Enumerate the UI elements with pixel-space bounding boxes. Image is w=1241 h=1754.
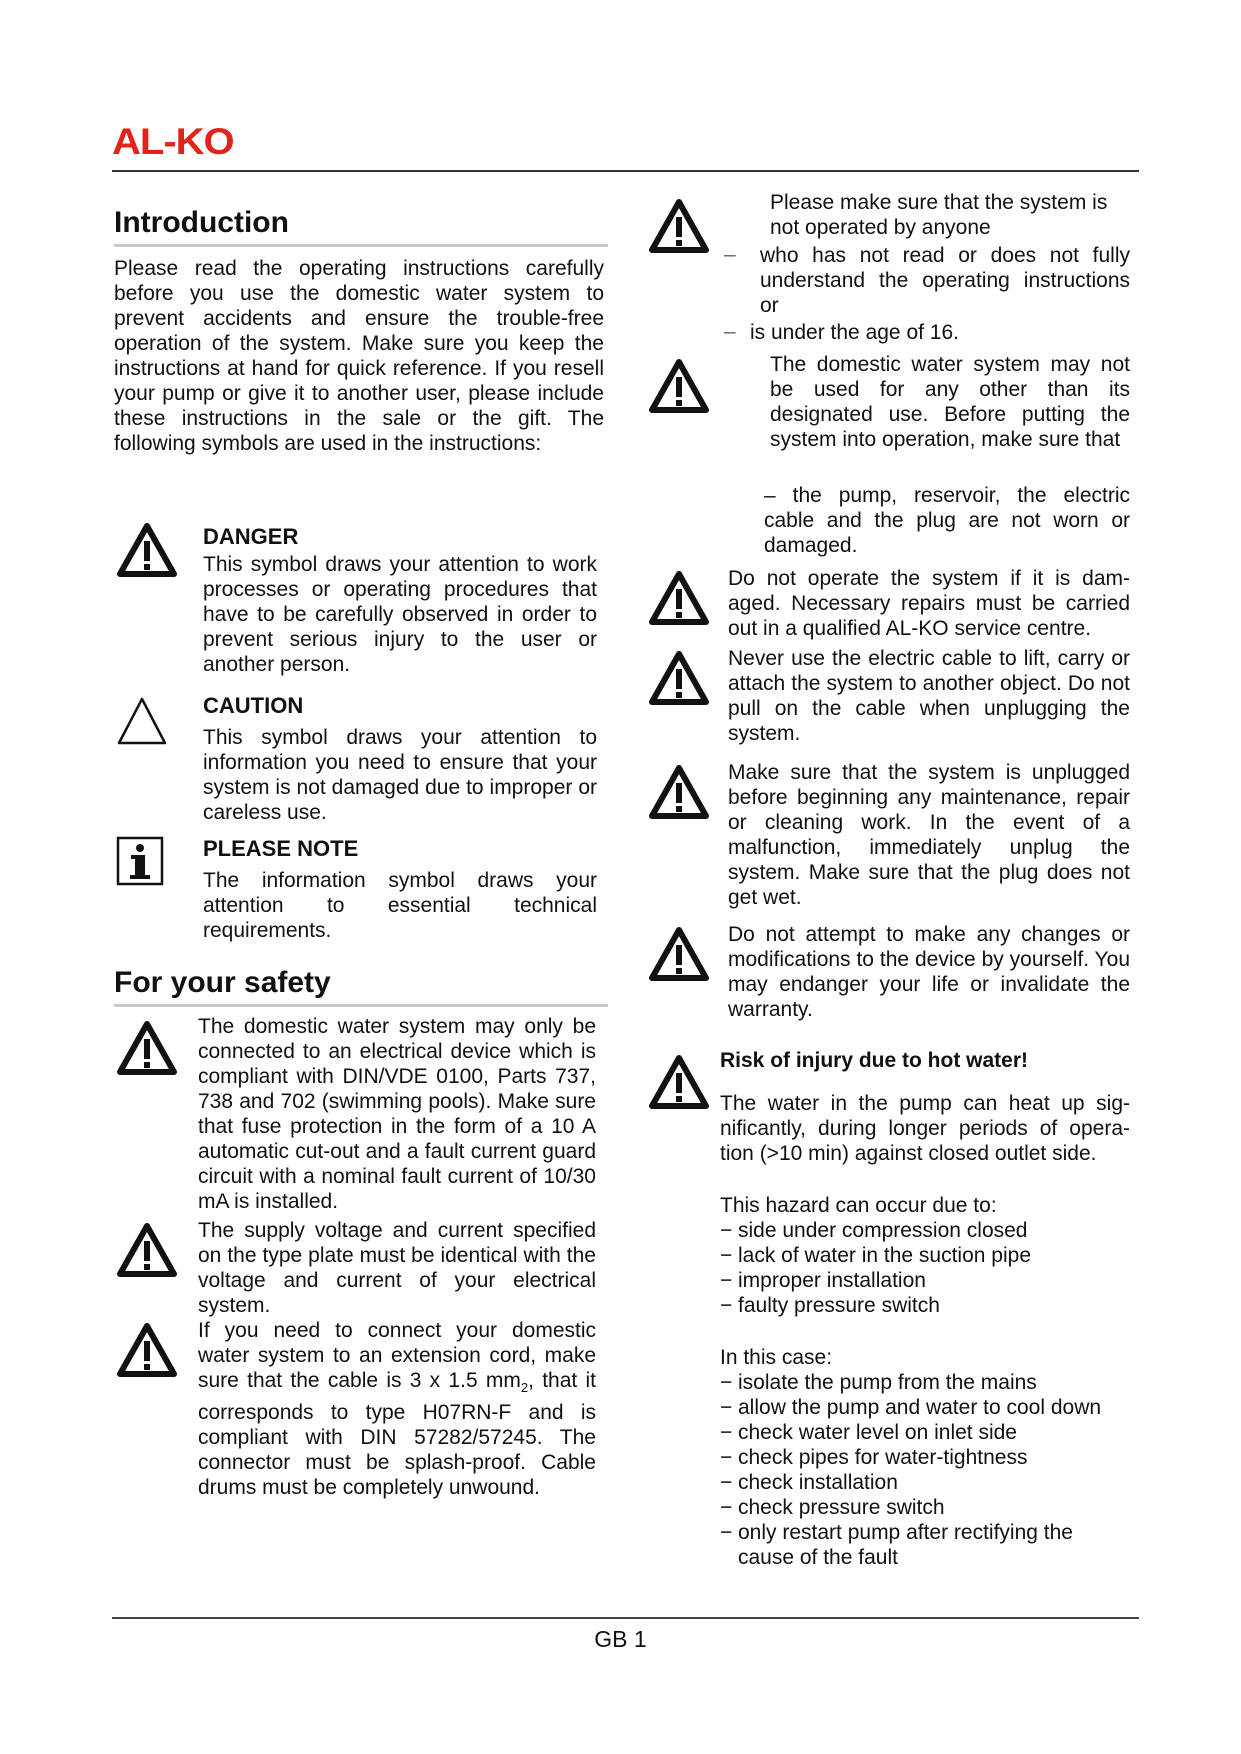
list-item: − check pressure switch bbox=[720, 1495, 1130, 1520]
hot-water-title: Risk of injury due to hot water! bbox=[720, 1049, 1029, 1072]
list-item: − only restart pump after rectifying the cause of the fault bbox=[720, 1520, 1108, 1570]
list-item: − faulty pressure switch bbox=[720, 1293, 1130, 1318]
safety-warning-icon-2 bbox=[116, 1222, 178, 1278]
caution-block bbox=[203, 691, 597, 825]
safety-text-3-part-a: If you need to connect your domestic water system to an extension cord, make sure that the cable is 3 x 1.5 mm bbox=[198, 1319, 596, 1392]
hazard-intro: This hazard can occur due to: bbox=[720, 1194, 997, 1217]
list-item: − check water level on inlet side bbox=[720, 1420, 1130, 1445]
case-intro: In this case: bbox=[720, 1346, 833, 1369]
cable-warning-text: Never use the electric cable to lift, carry or attach the system to another object. Do not pull on the cable when unplugging the system. bbox=[728, 647, 1130, 745]
header-divider bbox=[112, 170, 1139, 172]
caution-title: CAUTION bbox=[203, 693, 304, 718]
warning-icon-cable bbox=[648, 650, 710, 706]
information-icon bbox=[116, 836, 164, 886]
introduction-text: Please read the operating instructions carefully before you use the domestic water system to prevent accidents and ensure the trouble-free operation of the system. Make sure you keep the instructions at hand for quick reference. If you resell your pump or give it to another user, please include these instructions in the sale or the gift. The following symbols are used in the instructions: bbox=[114, 257, 604, 455]
page-number: GB 1 bbox=[594, 1626, 647, 1652]
warning-icon-modifications bbox=[648, 926, 710, 982]
introduction-heading: Introduction bbox=[114, 206, 608, 247]
introduction-section bbox=[114, 206, 608, 247]
list-item: − check installation bbox=[720, 1470, 1130, 1495]
case-action-list bbox=[720, 1370, 1130, 1570]
safety-warning-icon-3 bbox=[116, 1322, 178, 1378]
unplug-warning-text: Make sure that the system is unplugged before beginning any maintenance, repair or cleaning work. In the event of a malfunction, immediately unplug the system. Make sure that the plug does not get wet. bbox=[728, 761, 1130, 909]
warning-icon-operator bbox=[648, 198, 710, 254]
hot-water-text: The water in the pump can heat up sig-nificantly, during longer periods of opera-tion (>10 min) against closed outlet side. bbox=[720, 1092, 1130, 1165]
safety-text-1: The domestic water system may only be connected to an electrical device which is compliant with DIN/VDE 0100, Parts 737, 738 and 702 (swimming pools). Make sure that fuse protection in the form of a 10 A automatic cut-out and a fault current guard circuit with a nominal fault current of 10/30 mA is installed. bbox=[198, 1015, 596, 1213]
danger-block bbox=[203, 522, 597, 677]
warning-icon-damaged bbox=[648, 570, 710, 626]
please-note-block bbox=[203, 834, 597, 943]
safety-text-3-subscript: 2 bbox=[520, 1380, 529, 1396]
operator-dash-2: – bbox=[724, 320, 736, 343]
danger-warning-icon bbox=[116, 522, 178, 578]
safety-warning-icon-1 bbox=[116, 1020, 178, 1076]
list-item: − lack of water in the suction pipe bbox=[720, 1243, 1130, 1268]
please-note-text: The information symbol draws your attention to essential technical requirements. bbox=[203, 869, 597, 942]
list-item: − check pipes for water-tightness bbox=[720, 1445, 1130, 1470]
safety-section bbox=[114, 966, 608, 1007]
operator-dash-1: – bbox=[724, 243, 736, 266]
hazard-cause-list bbox=[720, 1218, 1130, 1318]
list-item: − improper installation bbox=[720, 1268, 1130, 1293]
safety-text-2: The supply voltage and current specified on the type plate must be identical with the voltage and current of your electrical system. bbox=[198, 1219, 596, 1317]
operator-warning-text: Please make sure that the system is not operated by anyone bbox=[770, 191, 1108, 239]
warning-icon-designated-use bbox=[648, 358, 710, 414]
warning-icon-hot-water bbox=[648, 1054, 710, 1110]
designated-use-text: The domestic water system may not be used for any other than its designated use. Before putting the system into operation, make sure that bbox=[770, 353, 1130, 451]
safety-heading: For your safety bbox=[114, 966, 608, 1007]
warning-icon-unplug bbox=[648, 764, 710, 820]
list-item: − side under compression closed bbox=[720, 1218, 1130, 1243]
please-note-title: PLEASE NOTE bbox=[203, 836, 359, 861]
designated-use-item: – the pump, reservoir, the electric cable and the plug are not worn or damaged. bbox=[764, 484, 1130, 557]
safety-text-3-part-b: , that it corresponds to type H07RN-F and is compliant with DIN 57282/57245. The connector must be splash-proof. Cable drums must be completely unwound. bbox=[198, 1369, 596, 1500]
brand-logo: AL-KO bbox=[112, 121, 234, 163]
operator-item-1: who has not read or does not fully understand the operating instructions or bbox=[760, 244, 1130, 317]
footer-divider bbox=[112, 1617, 1139, 1619]
list-item: − allow the pump and water to cool down bbox=[720, 1395, 1130, 1420]
modifications-warning-text: Do not attempt to make any changes or modifications to the device by yourself. You may endanger your life or invalidate the warranty. bbox=[728, 923, 1130, 1021]
danger-text: This symbol draws your attention to work processes or operating procedures that have to be carefully observed in order to prevent serious injury to the user or another person. bbox=[203, 553, 597, 676]
caution-triangle-icon bbox=[116, 696, 168, 746]
damaged-system-text: Do not operate the system if it is dam-aged. Necessary repairs must be carried out in a qualified AL-KO service centre. bbox=[728, 567, 1130, 640]
caution-text: This symbol draws your attention to information you need to ensure that your system is not damaged due to improper or careless use. bbox=[203, 726, 597, 824]
safety-text-3 bbox=[198, 1318, 596, 1500]
operator-item-2: is under the age of 16. bbox=[750, 321, 959, 344]
danger-title: DANGER bbox=[203, 524, 299, 549]
list-item: − isolate the pump from the mains bbox=[720, 1370, 1130, 1395]
